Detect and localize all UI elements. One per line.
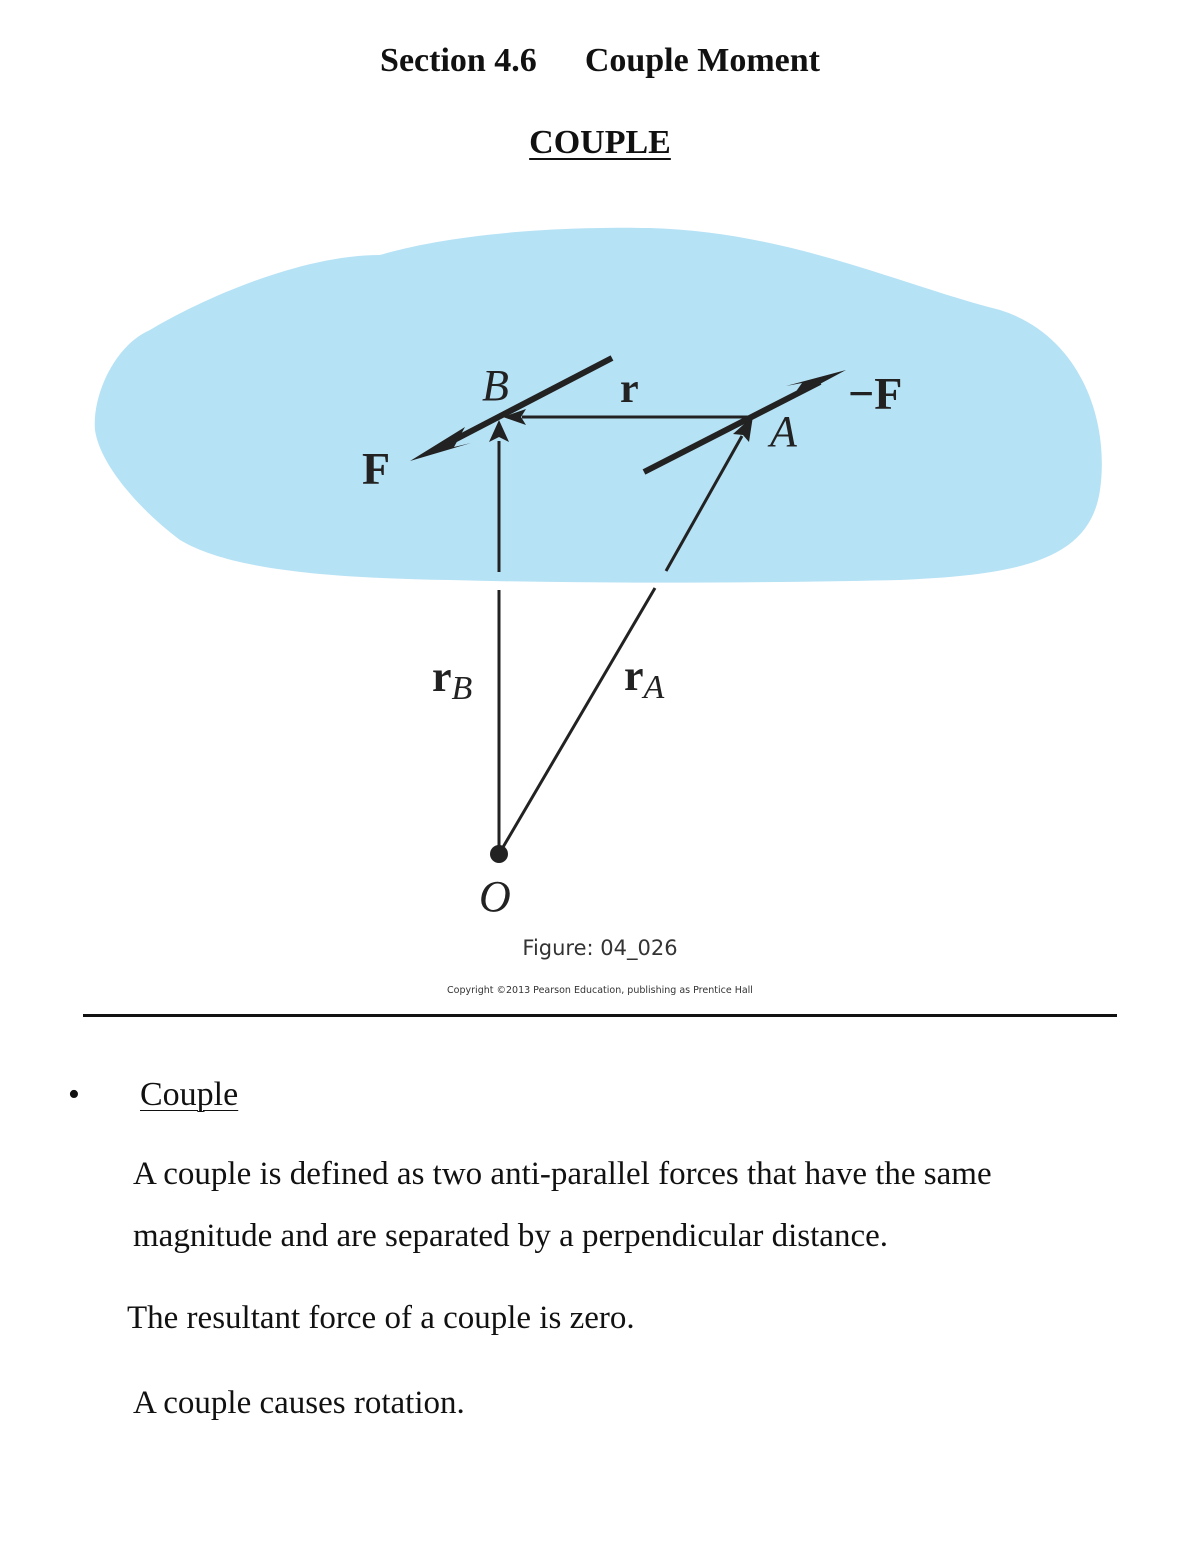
rotation-text: A couple causes rotation. bbox=[133, 1385, 465, 1421]
bullet-heading: Couple bbox=[140, 1076, 239, 1113]
label-B: B bbox=[482, 361, 509, 410]
rigid-body-shape bbox=[95, 228, 1102, 583]
figure-copyright: Copyright ©2013 Pearson Education, publishing as Prentice Hall bbox=[447, 985, 753, 996]
origin-point bbox=[490, 845, 508, 863]
section-topic: Couple Moment bbox=[584, 42, 820, 79]
label-F: F bbox=[362, 443, 391, 494]
label-O: O bbox=[479, 872, 511, 921]
label-rA-main: r bbox=[624, 651, 644, 700]
label-rA-sub: A bbox=[643, 669, 665, 706]
label-r: r bbox=[620, 366, 639, 412]
label-rB-sub: B bbox=[451, 670, 473, 707]
bullet-marker: • bbox=[68, 1076, 80, 1113]
definition-text: A couple is defined as two anti-parallel forces that have the same magnitude and are separated by a perpendicular distance. bbox=[133, 1156, 992, 1254]
page-title bbox=[0, 42, 1200, 80]
rA-vector-line bbox=[499, 588, 655, 854]
section-number: Section 4.6 bbox=[380, 42, 537, 79]
label-rB bbox=[432, 652, 473, 707]
couple-figure bbox=[0, 200, 1200, 1010]
label-A: A bbox=[770, 407, 797, 456]
label-negF: −F bbox=[848, 368, 903, 419]
label-rA bbox=[624, 651, 665, 706]
page-subtitle bbox=[0, 124, 1200, 162]
subtitle-text: COUPLE bbox=[529, 124, 671, 161]
resultant-text: The resultant force of a couple is zero. bbox=[127, 1300, 635, 1336]
figure-caption: Figure: 04_026 bbox=[522, 936, 678, 960]
label-rB-main: r bbox=[432, 652, 452, 701]
horizontal-divider bbox=[83, 1014, 1117, 1017]
